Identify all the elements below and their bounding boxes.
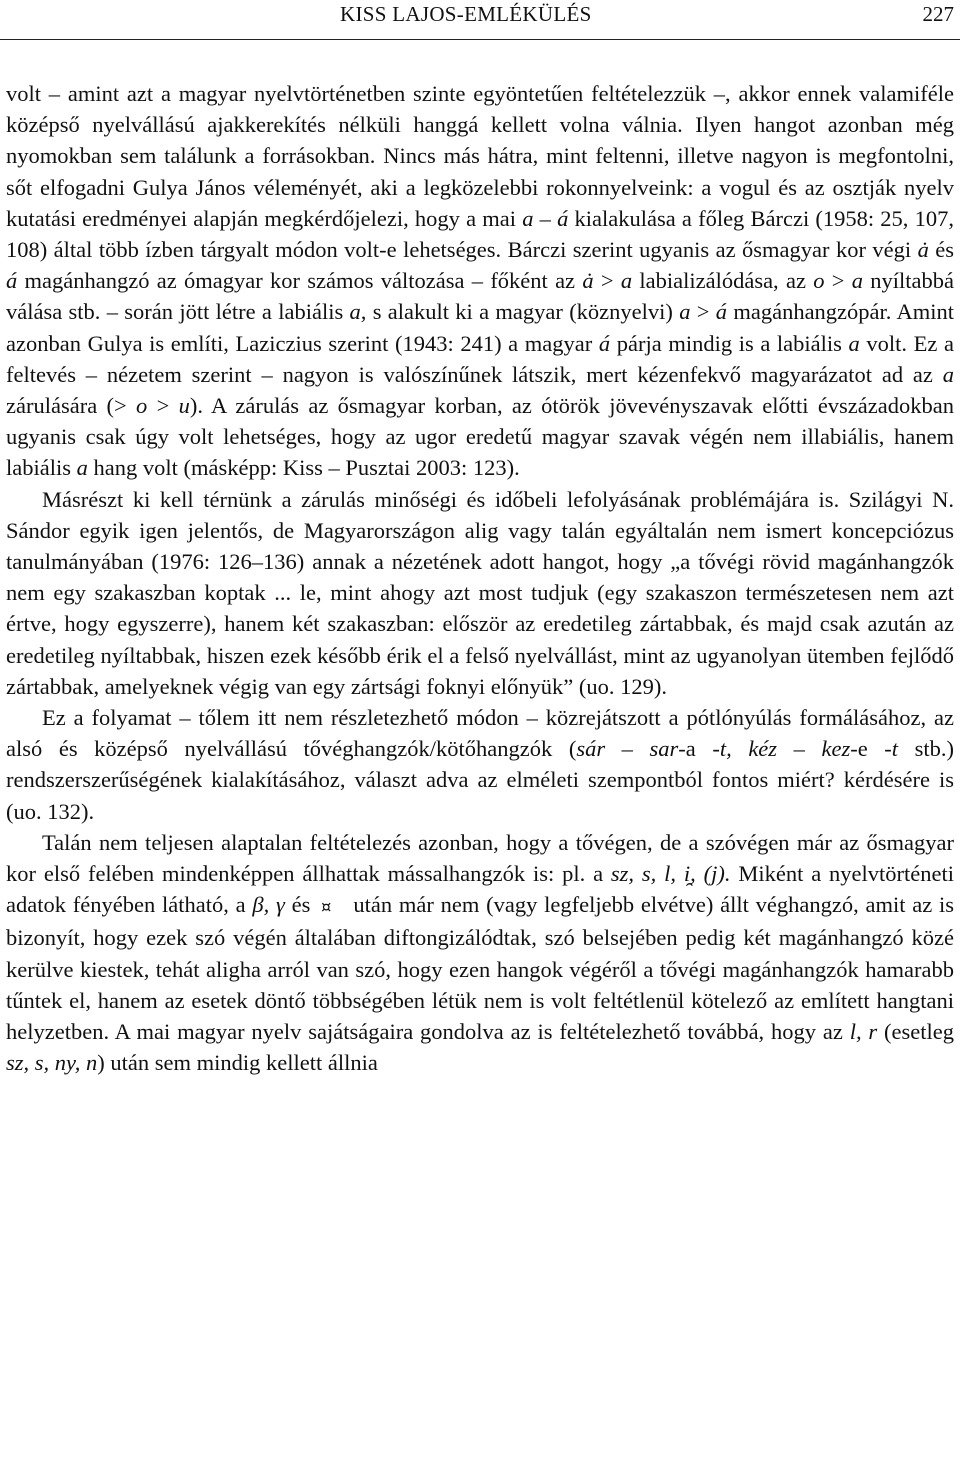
body-text — [6, 78, 954, 1079]
page-number: 227 — [922, 2, 954, 26]
page-header — [0, 0, 960, 40]
paragraph: Másrészt ki kell térnünk a zárulás minőségi és időbeli lefolyásának problémájára is. Szilágyi N. Sándor egyik igen jelentős, de Magyarországon alig vagy talán egyáltalán nem ismert koncepciózus tanulmányában (1976: 126–136) annak a nézetének adott hangot, hogy „a tővégi rövid magánhangzók nem egy szakaszban koptak ... le, mint ahogy azt most tudjuk (egy szakaszon természetesen nem azt értve, hogy egyszerre), hanem két szakaszban: először az eredetileg zártabbak, és majd csak azután az eredetileg nyíltabbak, hiszen ezek később érik el a felső nyelvállást, mint az ugyanolyan ütemben fejlődő zártabbak, amelyeknek végig van egy zártsági foknyi előnyük” (uo. 129). — [6, 486, 954, 699]
paragraph: Talán nem teljesen alaptalan feltételezés azonban, hogy a tővégen, de a szóvégen már az ősmagyar kor első felében mindenképpen állhattak mássalhangzók is: pl. a sz, s, l, i̯, (j). Miként a nyelvtörténeti adatok fényében látható, a β, γ és ¤ után már nem (vagy legfeljebb elvétve) állt véghangzó, amit az is bizonyít, hogy ezek szó végén általában diftongizálódtak, szó belsejében pedig két magánhangzó közé kerülve kiestek, tehát aligha arról van szó, hogy ezen hangok végéről a tővégi magánhangzók hamarabb tűntek el, hanem az esetek döntő többségében létük nem is volt feltétlenül kötelező az említett hangtani helyzetben. A mai magyar nyelv sajátságaira gondolva az is feltételezhető továbbá, hogy az l, r (esetleg sz, s, ny, n) után sem mindig kellett állnia — [6, 829, 954, 1076]
running-head: KISS LAJOS-EMLÉKÜLÉS — [340, 2, 592, 26]
paragraph: volt – amint azt a magyar nyelvtörténetben szinte egyöntetűen feltételezzük –, akkor ennek valamiféle középső nyelvállású ajakkerekítés nélküli hanggá kellett volna válnia. Ilyen hangot azonban még nyomokban sem találunk a forrásokban. Nincs más hátra, mint feltenni, illetve nagyon is megfontolni, sőt elfogadni Gulya János véleményét, aki a legközelebbi rokonnyelveink: a vogul és az osztják nyelv kutatási eredményei alapján megkérdőjelezi, hogy a mai a – á kialakulása a főleg Bárczi (1958: 25, 107, 108) által több ízben tárgyalt módon volt-e lehetséges. Bárczi szerint ugyanis az ősmagyar kor végi ȧ és á magánhangzó az ómagyar kor számos változása – főként az ȧ > a labializálódása, az o > a nyíltabbá válása stb. – során jött létre a labiális a, s alakult ki a magyar (köznyelvi) a > á magánhangzópár. Amint azonban Gulya is említi, Laziczius szerint (1943: 241) a magyar á párja mindig is a labiális a volt. Ez a feltevés – nézetem szerint – nagyon is valószínűnek látszik, mert kézenfekvő magyarázatot ad az a zárulására (> o > u). A zárulás az ősmagyar korban, az ótörök jövevényszavak előtti évszázadokban ugyanis csak úgy volt lehetséges, hogy az ugor eredetű magyar szavak végén nem illabiális, hanem labiális a hang volt (másképp: Kiss – Pusztai 2003: 123). — [6, 81, 954, 481]
paragraph: Ez a folyamat – tőlem itt nem részletezhető módon – közrejátszott a pótlónyúlás formálásához, az alsó és középső nyelvállású tővéghangzók/kötőhangzók (sár – sar-a -t, kéz – kez-e -t stb.) rendszerszerűségének kialakításához, választ adva az elméleti szempontból fontos miért? kérdésére is (uo. 132). — [6, 705, 955, 824]
